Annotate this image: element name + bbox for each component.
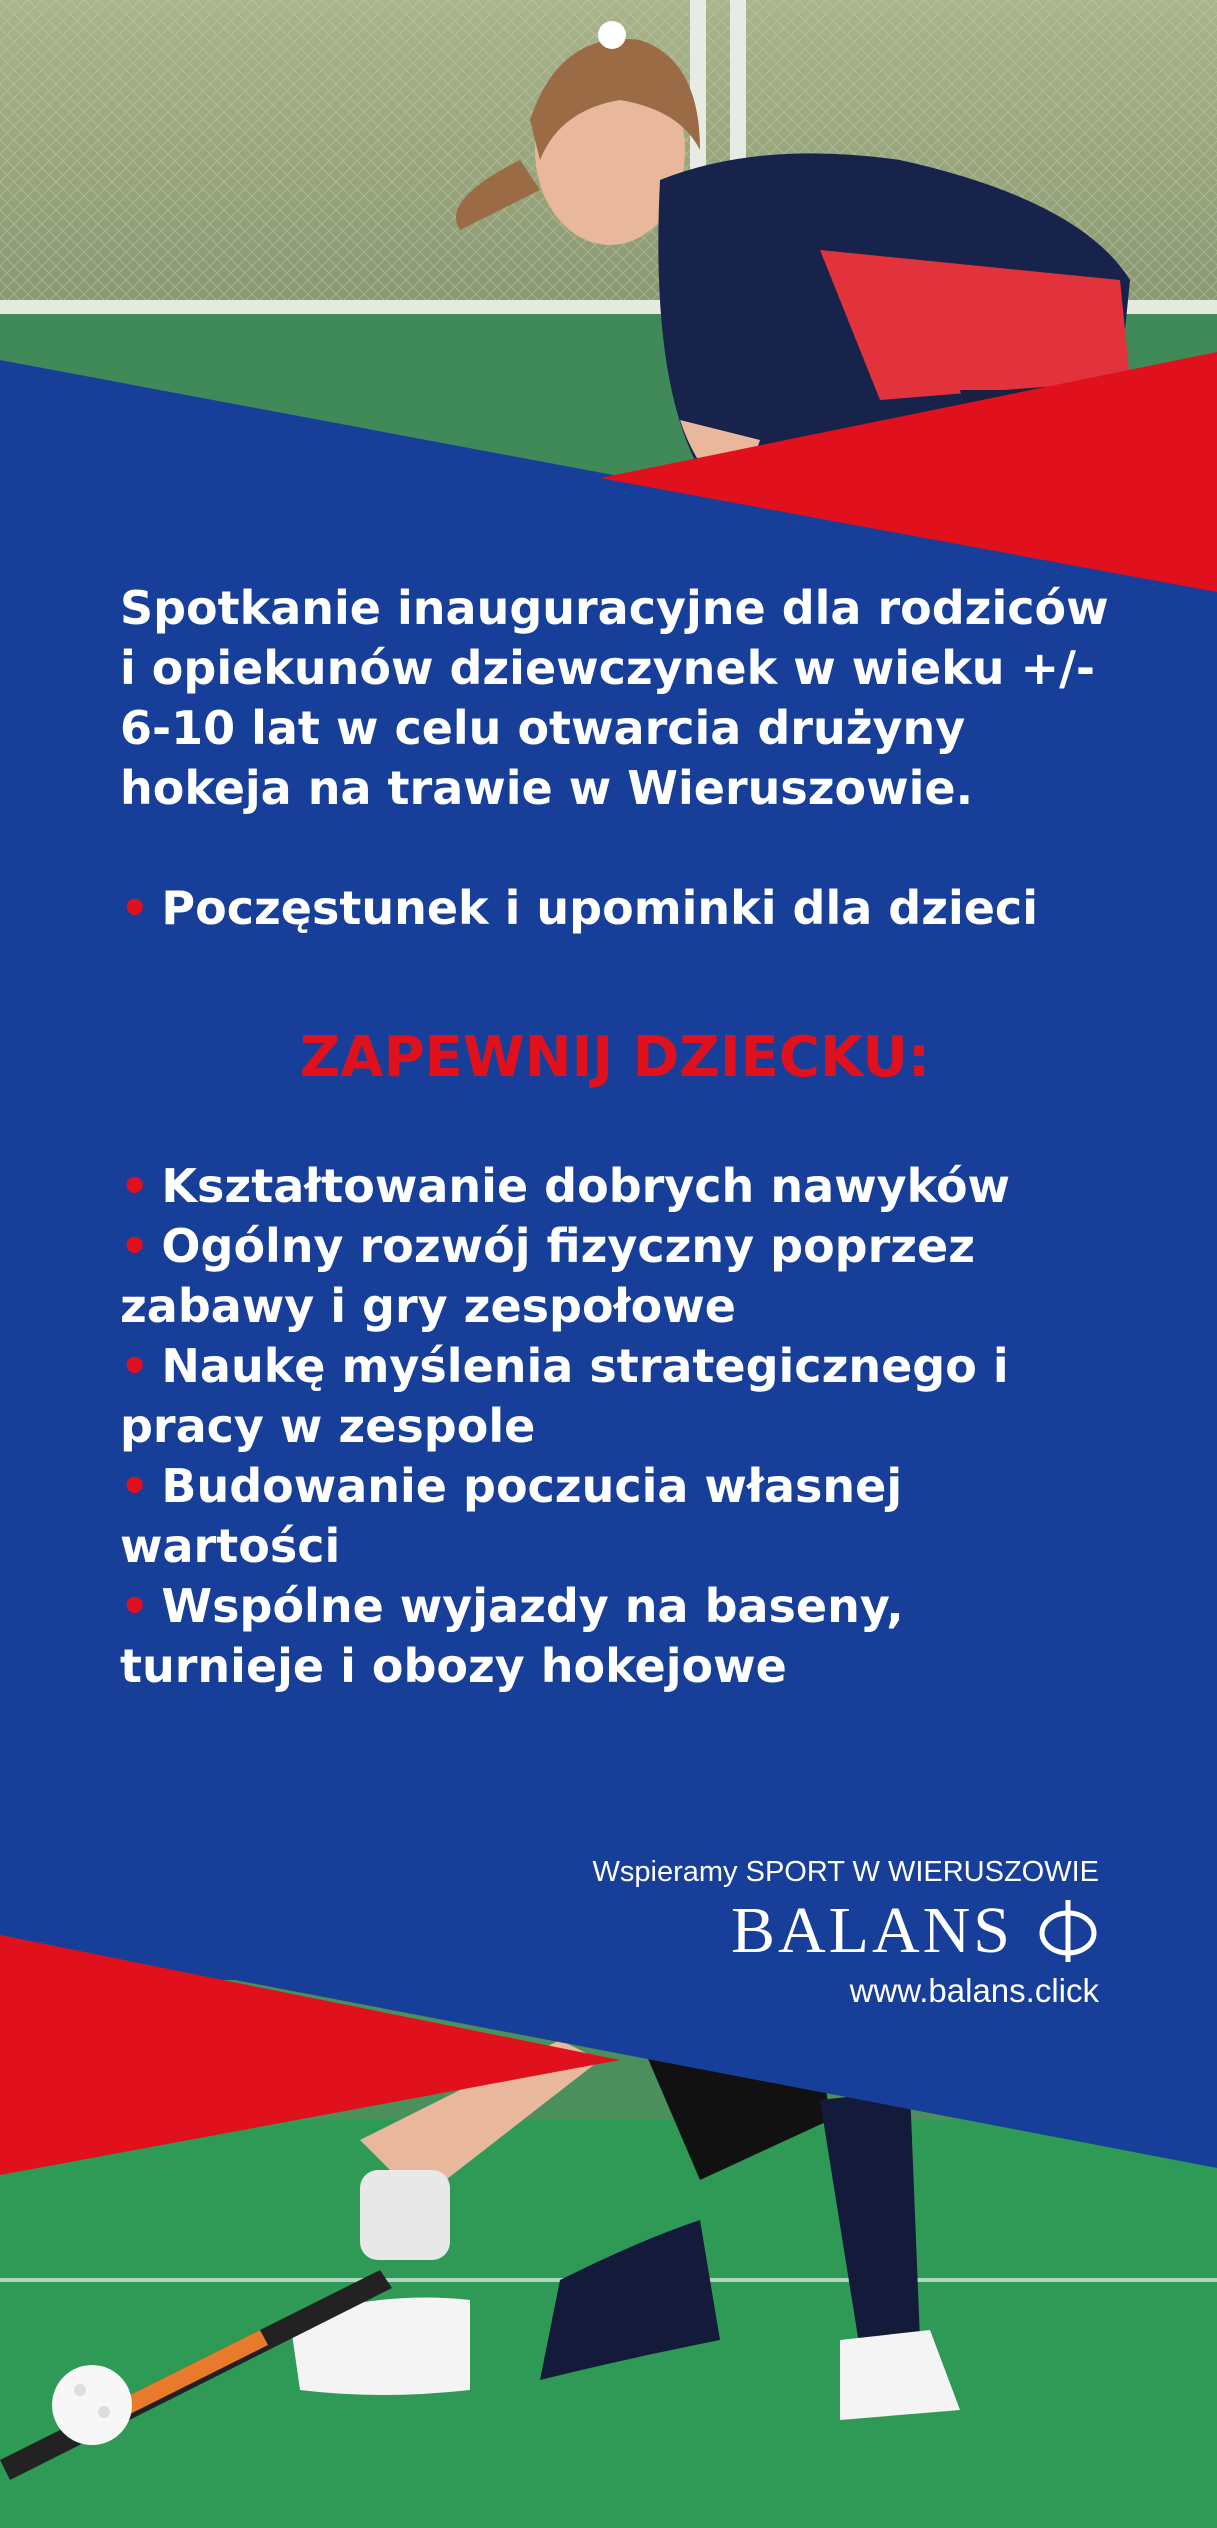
benefit-text: Kształtowanie dobrych nawyków — [161, 1159, 1011, 1213]
benefit-item — [120, 1576, 1110, 1696]
bullet-dot: • — [120, 881, 150, 935]
benefit-text: Ogólny rozwój fizyczny poprzez zabawy i gry zespołowe — [120, 1219, 976, 1333]
sponsor-block — [593, 1852, 1099, 2012]
benefit-item — [120, 1216, 1110, 1336]
bullet-dot: • — [120, 1339, 150, 1393]
phi-logo-icon — [1037, 1898, 1099, 1964]
sponsor-url: www.balans.click — [849, 1972, 1099, 2009]
bullet-dot: • — [120, 1219, 150, 1273]
sponsor-logo — [593, 1896, 1099, 1966]
extra-bullet — [120, 878, 1110, 938]
benefit-item — [120, 1156, 1110, 1216]
bullet-dot: • — [120, 1459, 150, 1513]
benefit-item — [120, 1456, 1110, 1576]
benefits-heading: ZAPEWNIJ DZIECKU: — [299, 1025, 931, 1090]
bullet-dot: • — [120, 1579, 150, 1633]
intro-text: Spotkanie inauguracyjne dla rodziców i opiekunów dziewczynek w wieku +/- 6-10 lat w celu otwarcia drużyny hokeja na trawie w Wieruszowie. — [120, 581, 1109, 815]
logo-name: BALANS — [730, 1894, 1013, 1967]
benefit-text: Wspólne wyjazdy na baseny, turnieje i obozy hokejowe — [120, 1579, 904, 1693]
sponsor-tagline: Wspieramy SPORT W WIERUSZOWIE — [592, 1856, 1099, 1888]
benefit-item — [120, 1336, 1110, 1456]
benefit-text: Naukę myślenia strategicznego i pracy w zespole — [120, 1339, 1009, 1453]
main-content — [120, 578, 1110, 1696]
bullet-dot: • — [120, 1159, 150, 1213]
benefit-text: Budowanie poczucia własnej wartości — [120, 1459, 903, 1573]
extra-bullet-text: Poczęstunek i upominki dla dzieci — [161, 881, 1038, 935]
